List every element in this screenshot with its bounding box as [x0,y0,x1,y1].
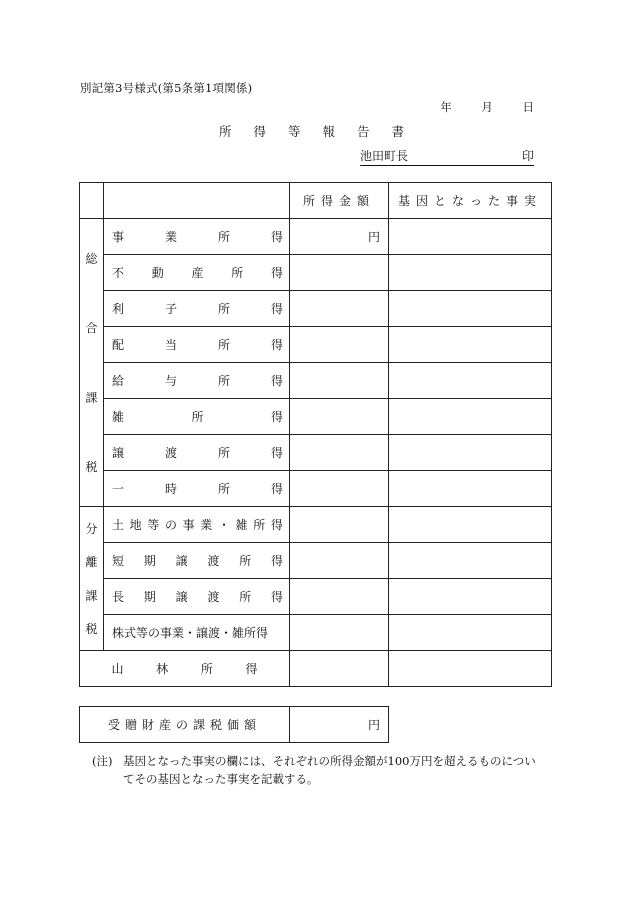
gift-label: 受贈財産の課税価額 [80,707,290,743]
income-type-char: 地 [129,518,142,532]
mountain-forest-label-cell [80,651,290,687]
category-char: 分 [85,521,98,536]
income-type-char: 得 [270,230,283,244]
year-label: 年 [440,100,452,114]
income-type-char: 所 [217,374,230,388]
income-type-char: 譲 [112,446,125,460]
month-label: 月 [481,100,493,114]
income-type-cell [104,615,290,651]
income-amount-field[interactable] [290,615,389,651]
mountain-forest-char: 所 [200,662,213,676]
income-type-char: 所 [217,338,230,352]
seal-mark: 印 [521,149,534,163]
table-header-row [80,183,552,219]
income-type-char: 動 [151,266,164,280]
income-row [80,579,552,615]
income-row [80,219,552,255]
basis-fact-field[interactable] [389,291,552,327]
income-type-char: 所 [231,266,244,280]
note-tag: (注) [92,754,113,768]
income-type-char: 利 [112,302,125,316]
income-type-char: ・ [217,518,230,532]
income-type-char: 等 [147,518,160,532]
income-type-char: 期 [143,554,156,568]
mountain-forest-char: 得 [245,662,258,676]
mountain-forest-row [80,651,552,687]
income-type-char: 得 [270,446,283,460]
income-type-char: 得 [270,410,283,424]
income-row [80,291,552,327]
date-line [414,99,534,115]
income-type-char: 渡 [207,554,220,568]
income-amount-field[interactable] [290,327,389,363]
category-char: 離 [85,555,98,570]
category-char: 合 [85,321,98,336]
day-label: 日 [522,100,534,114]
income-type-char: の [164,518,177,532]
income-row [80,399,552,435]
income-type-char: 長 [112,590,125,604]
income-type-char: 渡 [207,590,220,604]
mountain-forest-char: 林 [156,662,169,676]
income-type-char: 時 [164,482,177,496]
category-char: 税 [85,460,98,475]
income-type-char: 産 [191,266,204,280]
income-type-char: 業 [164,230,177,244]
basis-fact-field[interactable] [389,435,552,471]
income-amount-field[interactable] [290,363,389,399]
income-amount-field[interactable] [290,255,389,291]
gift-row [80,707,389,743]
income-row [80,255,552,291]
category-cell [80,219,104,507]
income-amount-field[interactable] [290,471,389,507]
income-type-char: 得 [270,518,283,532]
header-blank-cell [80,183,104,219]
category-char: 課 [85,588,98,603]
income-type-char: 当 [164,338,177,352]
form-reference: 別記第3号様式(第5条第1項関係) [80,81,253,95]
income-type-char: 得 [270,338,283,352]
income-type-char: 所 [217,482,230,496]
income-type-char: 得 [270,482,283,496]
header-item-cell [104,183,290,219]
header-fact: 基因となった事実 [389,183,552,219]
basis-fact-field[interactable] [389,651,552,687]
note-line-2: てその基因となった事実を記載する。 [123,772,319,786]
income-amount-field[interactable] [290,399,389,435]
income-type-char: 所 [217,446,230,460]
income-type-cell [104,543,290,579]
income-amount-field[interactable] [290,651,389,687]
category-cell [80,507,104,651]
income-type-char: 配 [112,338,125,352]
income-type-cell [104,291,290,327]
income-type-char: 給 [112,374,125,388]
income-type-char: 与 [164,374,177,388]
income-row [80,471,552,507]
income-type-char: 雑 [112,410,125,424]
basis-fact-field[interactable] [389,615,552,651]
income-row [80,507,552,543]
basis-fact-field[interactable] [389,579,552,615]
income-type-char: 雑 [235,518,248,532]
income-type-char: 得 [270,266,283,280]
income-row [80,327,552,363]
income-type-char: 一 [112,482,125,496]
category-char: 税 [85,622,98,637]
income-type-char: 得 [270,302,283,316]
income-amount-field[interactable] [290,543,389,579]
income-amount-field[interactable]: 円 [290,219,389,255]
basis-fact-field[interactable] [389,471,552,507]
category-char: 課 [85,390,98,405]
basis-fact-field[interactable] [389,327,552,363]
gift-amount-field[interactable]: 円 [290,707,389,743]
income-amount-field[interactable] [290,507,389,543]
income-row [80,615,552,651]
income-type-cell [104,363,290,399]
gift-table [79,706,389,743]
income-type-char: 期 [143,590,156,604]
income-row [80,363,552,399]
income-type-char: 事 [182,518,195,532]
income-type-cell [104,435,290,471]
basis-fact-field[interactable] [389,363,552,399]
income-type-cell [104,255,290,291]
income-amount-field[interactable] [290,291,389,327]
income-row [80,435,552,471]
basis-fact-field[interactable] [389,255,552,291]
income-type-char: 得 [270,590,283,604]
income-type-char: 渡 [164,446,177,460]
income-type-char: 不 [112,266,125,280]
income-row [80,543,552,579]
income-type-char: 株式等の事業・譲渡・雑所得 [112,626,269,640]
income-type-cell [104,579,290,615]
note-line-1: 基因となった事実の欄には、それぞれの所得金額が100万円を超えるものについ [123,754,536,768]
income-type-char: 所 [217,302,230,316]
income-type-cell [104,471,290,507]
income-type-char: 所 [191,410,204,424]
income-type-cell [104,219,290,255]
income-type-cell [104,327,290,363]
income-type-char: 所 [253,518,266,532]
income-type-char: 譲 [175,554,188,568]
income-amount-field[interactable] [290,435,389,471]
income-report-table [79,182,552,687]
income-type-char: 得 [270,554,283,568]
income-type-char: 所 [217,230,230,244]
income-type-char: 所 [239,554,252,568]
footnote [92,752,562,788]
income-type-char: 得 [270,374,283,388]
income-type-cell [104,399,290,435]
document-title: 所得等報告書 [219,124,427,139]
income-type-char: 業 [200,518,213,532]
mountain-forest-char: 山 [111,662,124,676]
addressee: 池田町長 [360,149,409,163]
basis-fact-field[interactable] [389,543,552,579]
addressee-line [360,147,534,166]
basis-fact-field[interactable] [389,219,552,255]
income-type-char: 所 [239,590,252,604]
header-amount: 所得金額 [290,183,389,219]
income-type-char: 短 [112,554,125,568]
income-type-char: 土 [112,518,125,532]
basis-fact-field[interactable] [389,399,552,435]
income-type-char: 譲 [175,590,188,604]
income-type-char: 事 [112,230,125,244]
income-amount-field[interactable] [290,579,389,615]
income-type-cell [104,507,290,543]
basis-fact-field[interactable] [389,507,552,543]
income-type-char: 子 [164,302,177,316]
category-char: 総 [85,251,98,266]
